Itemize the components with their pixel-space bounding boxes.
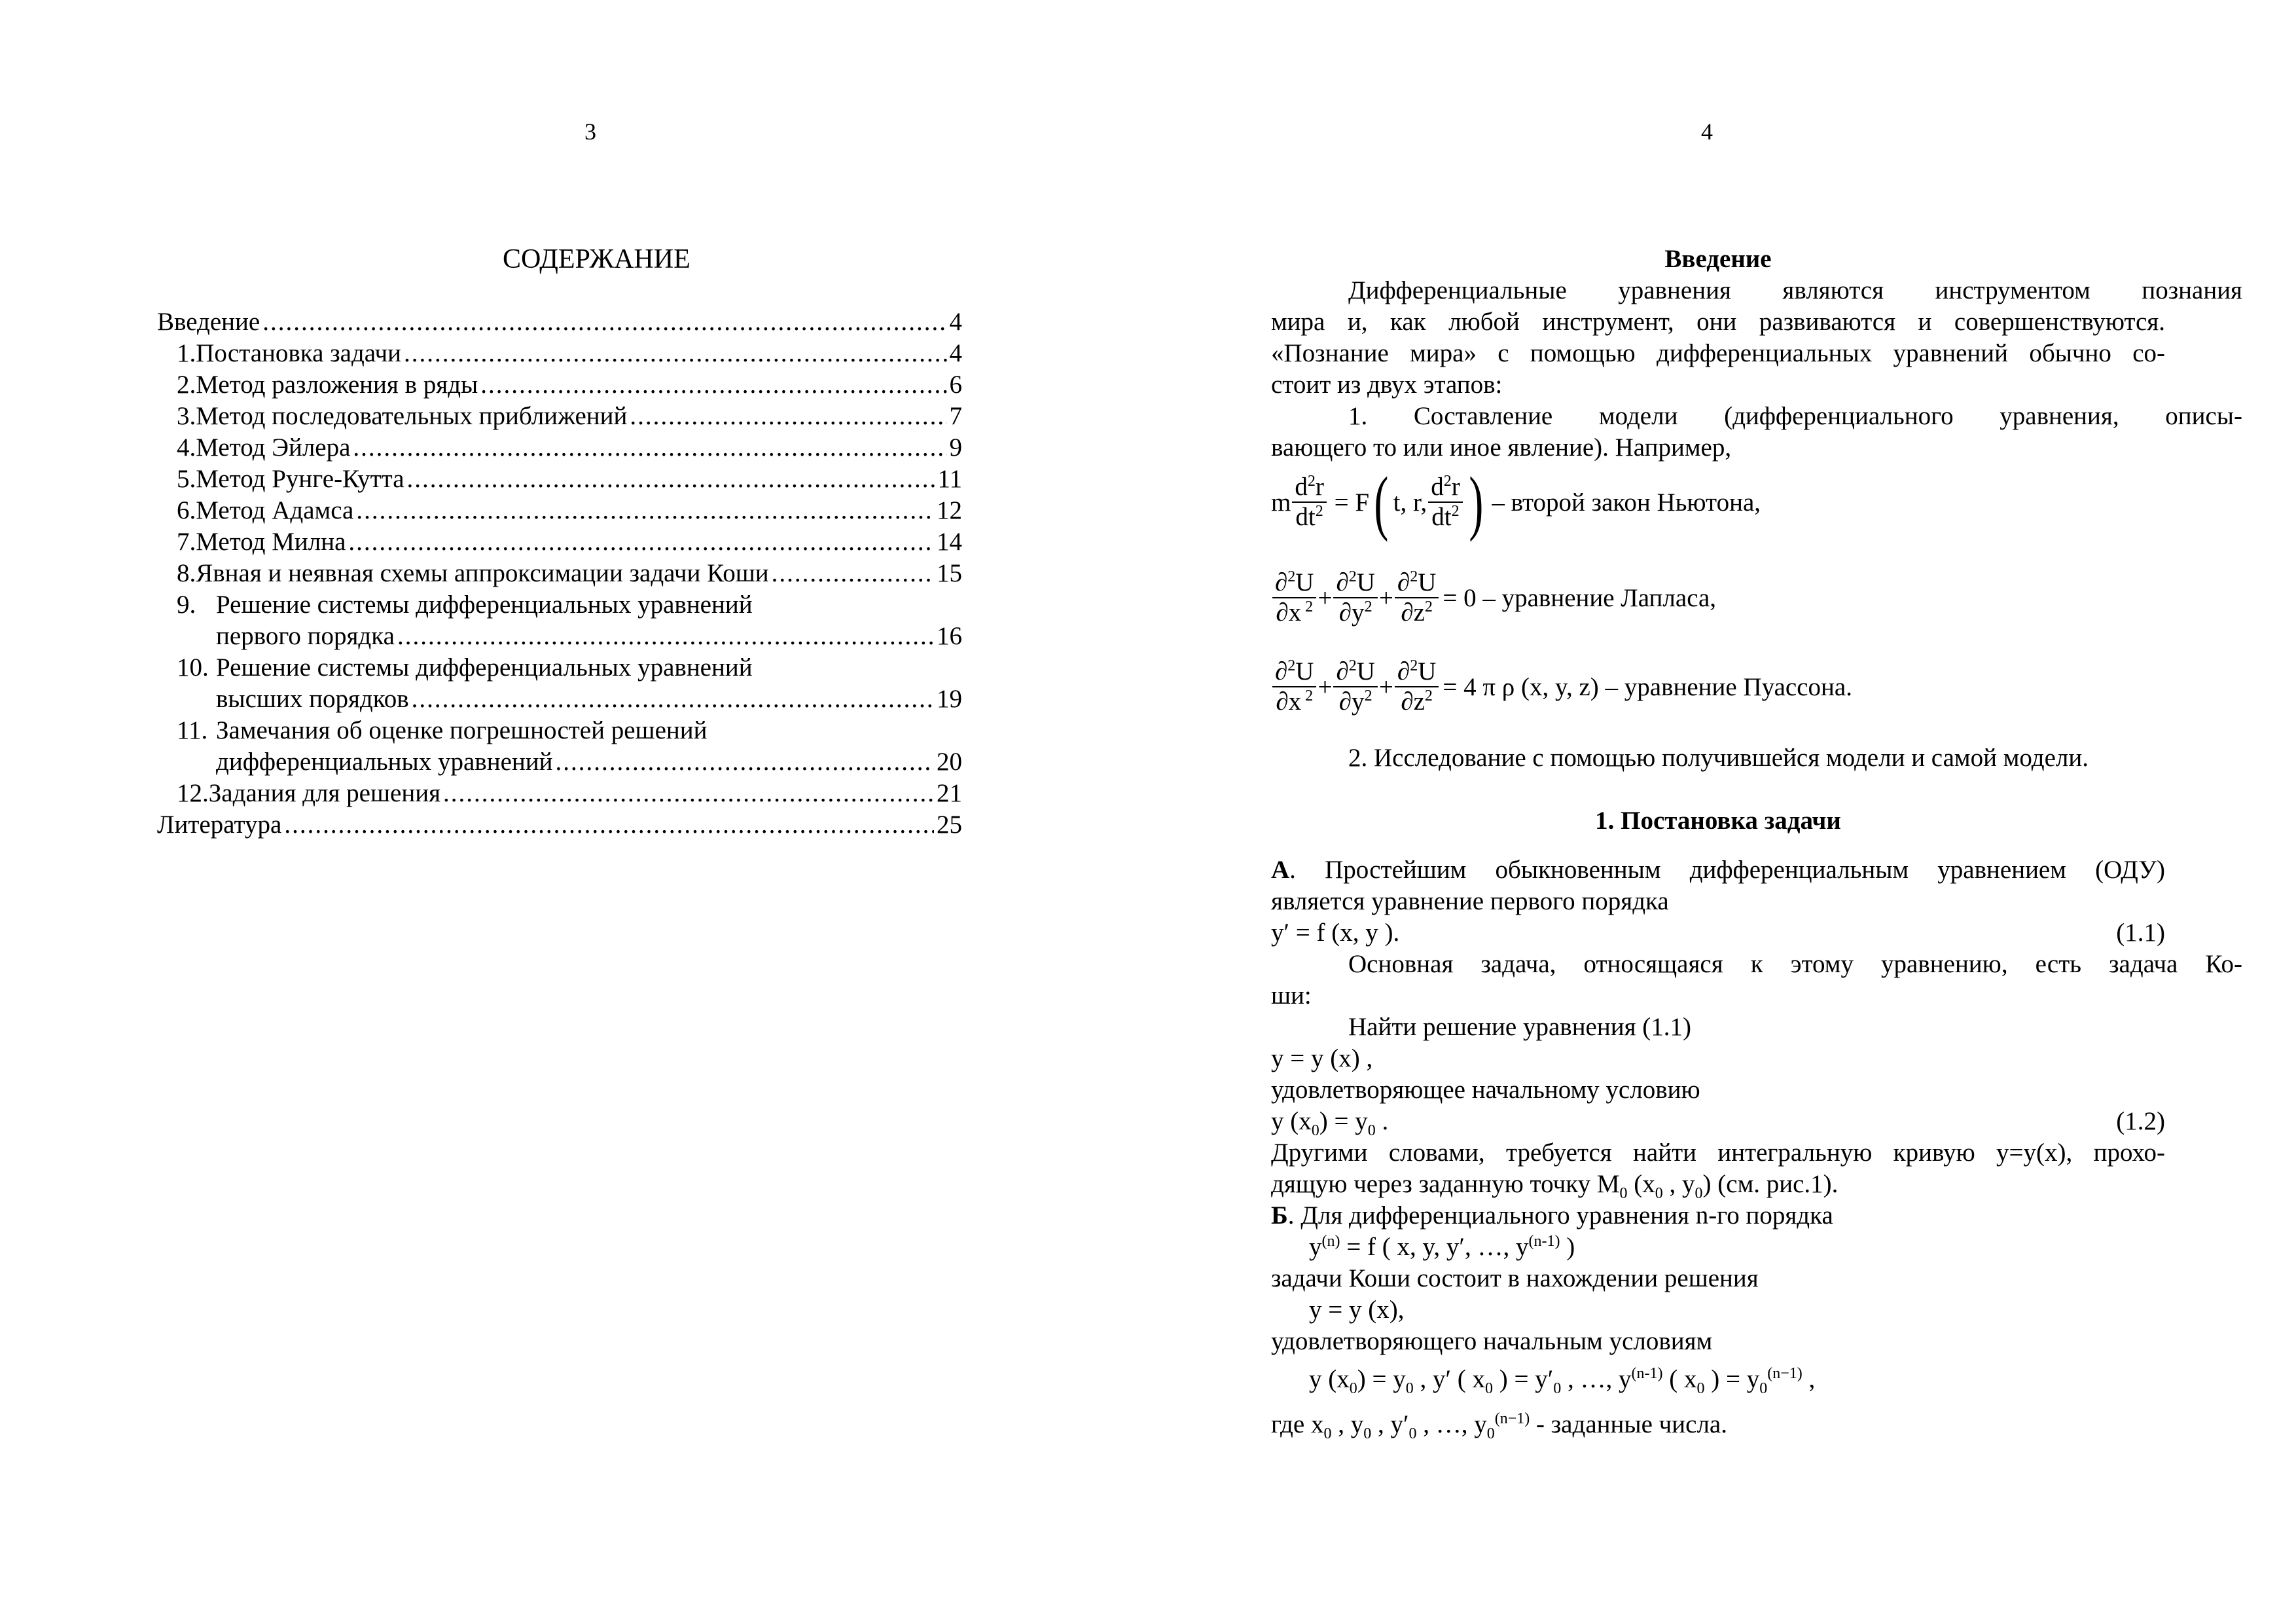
b-label: Б — [1271, 1201, 1288, 1230]
toc-entry-text: Метод Адамса — [196, 496, 354, 524]
toc-entry-page: 7 — [949, 402, 962, 430]
toc-entry-text: Замечания об оценке погрешностей решений — [216, 716, 708, 744]
eq-1-1-text: y′ = f (x, y ). — [1271, 919, 1400, 947]
eq-1-2-number: (1.2) — [2116, 1107, 2165, 1135]
toc-entry-number: 3. — [177, 402, 196, 430]
toc-entry-text: Задания для решения — [208, 779, 441, 807]
toc-entry-number: 11. — [177, 716, 208, 744]
toc-entry — [216, 621, 962, 652]
toc-entry-text: Решение системы дифференциальных уравнений — [216, 653, 753, 682]
b-line — [1271, 1200, 2165, 1231]
b-line-text: . Для дифференциального уравнения n-го порядка — [1287, 1201, 1833, 1230]
initial-conditions: y $(x_0) = y_0$ , y′ ( $x_0$ ) = $y'_0$ , …, $y^{(n-1)}$ ( $x_0$ ) = $y_0^{(n-1)}$ , — [1309, 1365, 1816, 1397]
toc-entry — [177, 338, 962, 369]
toc-entry-page: 6 — [949, 371, 962, 399]
toc-leader-dots — [480, 369, 946, 401]
toc-entry-text: Метод Рунге-Кутта — [196, 465, 404, 493]
toc-entry-page: 12 — [937, 496, 962, 524]
toc-entry-number: 7. — [177, 528, 196, 556]
toc-entry — [177, 715, 962, 746]
toc-leader-dots — [404, 338, 946, 369]
toc-entry-number: 2. — [177, 371, 196, 399]
eq-1-2: y $(x_0) = y_0$ . (1.2) — [1271, 1107, 2165, 1139]
toc-title: СОДЕРЖАНИЕ — [503, 244, 691, 274]
toc-leader-dots — [772, 558, 934, 589]
toc-entry-text: высших порядков — [216, 685, 409, 713]
a-line-1 — [1271, 854, 2165, 886]
left-page-number: 3 — [584, 119, 596, 145]
a-line-2: является уравнение первого порядка — [1271, 887, 1669, 915]
toc-leader-dots — [262, 306, 946, 338]
toc-entry-text: Литература — [157, 811, 282, 839]
toc-entry-text: Метод Милна — [196, 528, 346, 556]
newton-label: – второй закон Ньютона, — [1492, 488, 1761, 517]
intro-line-3: «Познание мира» с помощью дифференциальных уравнений обычно со- — [1271, 339, 2165, 367]
toc-entry-page: 15 — [937, 559, 962, 587]
toc-entry-text: Введение — [157, 308, 260, 336]
toc-entry — [177, 652, 962, 684]
toc-entry-text: Метод последовательных приближений — [196, 402, 628, 430]
toc-entry-number: 5. — [177, 465, 196, 493]
satisfying-initials: удовлетворяющего начальным условиям — [1271, 1327, 1713, 1355]
toc-entry-page: 19 — [937, 685, 962, 713]
intro-line-2: мира и, как любой инструмент, они развиваются и совершенствуются. — [1271, 308, 2165, 336]
toc-entry — [177, 589, 962, 621]
other-words-line-1: Другими словами, требуется найти интегральную кривую y=y(x), прохо- — [1271, 1139, 2165, 1167]
step2: 2. Исследование с помощью получившейся модели и самой модели. — [1348, 744, 2089, 772]
toc-entry — [177, 369, 962, 401]
toc-entry — [157, 809, 962, 841]
intro-heading: Введение — [1664, 245, 1772, 273]
poisson-formula: $\frac{\partial^2U}{\partial x ^2}$ + $\frac{\partial^2U}{\partial y^2}$ + $\frac{\partial^2U}{\partial z^2}$ = 4 π ρ (x, y, z) – уравнение Пуассона. — [1271, 657, 1852, 716]
toc-entry-page: 9 — [949, 433, 962, 462]
toc-leader-dots — [630, 401, 946, 432]
toc-entry-number: 10. — [177, 653, 209, 682]
toc-entry — [177, 526, 962, 558]
step1-line-2: вающего то или иное явление). Например, — [1271, 433, 1732, 462]
toc-entry-page: 21 — [937, 779, 962, 807]
toc-entry — [177, 432, 962, 464]
toc-leader-dots — [397, 621, 934, 652]
toc-leader-dots — [348, 526, 934, 558]
given-numbers-text: - заданные числа. — [1536, 1410, 1727, 1438]
intro-line-1: Дифференциальные уравнения являются инструментом познания — [1348, 276, 2242, 304]
toc-entry — [216, 746, 962, 778]
toc-entry-text: Метод разложения в ряды — [196, 371, 478, 399]
toc-entry-text: дифференциальных уравнений — [216, 748, 553, 776]
cauchy-line-2: ши: — [1271, 981, 1312, 1010]
toc-leader-dots — [443, 778, 934, 809]
toc-leader-dots — [407, 464, 935, 495]
section1-heading: 1. Постановка задачи — [1595, 807, 1841, 835]
toc-entry-page: 11 — [937, 465, 962, 493]
toc-entry-text: Метод Эйлера — [196, 433, 351, 462]
toc-entry — [157, 306, 962, 338]
toc-entry-page: 4 — [949, 308, 962, 336]
toc-entry — [216, 684, 962, 715]
toc-entry-number: 6. — [177, 496, 196, 524]
poisson-label: = 4 π ρ (x, y, z) – уравнение Пуассона. — [1443, 672, 1852, 701]
toc-entry-number: 4. — [177, 433, 196, 462]
y-equals: y = y (x) , — [1271, 1044, 1373, 1072]
nth-order-equation: $y^{(n)} = f$ ( x, y, y′, …, $y^{(n-1)}$ ) — [1309, 1233, 1575, 1261]
a-line-1-text: . Простейшим обыкновенным дифференциальным уравнением (ОДУ) — [1289, 856, 2165, 884]
intro-line-4: стоит из двух этапов: — [1271, 371, 1503, 399]
toc-entry-page: 25 — [937, 811, 962, 839]
given-numbers-line: где $x_0$ , $y_0$ , $y'_0$ , …, $y_0^{(n-1)}$ - заданные числа. — [1271, 1410, 1727, 1442]
toc-leader-dots — [353, 432, 946, 464]
laplace-formula: $\frac{\partial^2U}{\partial x ^2}$ + $\frac{\partial^2U}{\partial y^2}$ + $\frac{\partial^2U}{\partial z^2}$ = 0 – уравнение Лапласа, — [1271, 568, 1716, 627]
toc-entry — [177, 558, 962, 589]
toc-entry-number: 12. — [177, 779, 209, 807]
toc-leader-dots — [284, 809, 934, 841]
toc-entry-text: первого порядка — [216, 622, 395, 650]
toc-entry-number: 1. — [177, 339, 196, 367]
eq-1-1-number: (1.1) — [2116, 919, 2165, 947]
toc-entry-page: 4 — [949, 339, 962, 367]
right-page-number: 4 — [1701, 119, 1713, 145]
satisfying-initial: удовлетворяющее начальному условию — [1271, 1076, 1700, 1104]
toc-entry-page: 20 — [937, 748, 962, 776]
toc-leader-dots — [356, 495, 934, 526]
toc-entry-page: 14 — [937, 528, 962, 556]
toc-entry-number: 9. — [177, 591, 196, 619]
toc-entry-text: Решение системы дифференциальных уравнений — [216, 591, 753, 619]
eq-1-1 — [1271, 917, 2165, 949]
toc-entry-number: 8. — [177, 559, 196, 587]
a-label: А — [1271, 856, 1290, 884]
laplace-label: = 0 – уравнение Лапласа, — [1443, 583, 1717, 612]
toc-entry-text: Явная и неявная схемы аппроксимации задачи Коши — [196, 559, 769, 587]
toc-entry — [177, 464, 962, 495]
y-equals-2: y = y (x), — [1309, 1296, 1405, 1324]
toc-entry-text: Постановка задачи — [196, 339, 402, 367]
newton-formula: m $\frac{d^2r}{dt^2}$ = F ( t, r, $\frac{d^2r}{dt^2}$ ) – второй закон Ньютона, — [1271, 462, 1761, 542]
step1-line-1: 1. Составление модели (дифференциального уравнения, описы- — [1348, 402, 2242, 430]
toc-entry — [177, 401, 962, 432]
other-words-line-2: дящую через заданную точку $M_0$ ($x_0$ , $y_0$) (см. рис.1). — [1271, 1170, 1839, 1202]
toc-leader-dots — [556, 746, 934, 778]
find-solution: Найти решение уравнения (1.1) — [1348, 1013, 1692, 1041]
cauchy-line-1: Основная задача, относящаяся к этому уравнению, есть задача Ко- — [1348, 950, 2242, 978]
cauchy-consists: задачи Коши состоит в нахождении решения — [1271, 1264, 1759, 1292]
toc-entry — [177, 778, 962, 809]
toc-entry — [177, 495, 962, 526]
toc-leader-dots — [412, 684, 934, 715]
toc-entry-page: 16 — [937, 622, 962, 650]
